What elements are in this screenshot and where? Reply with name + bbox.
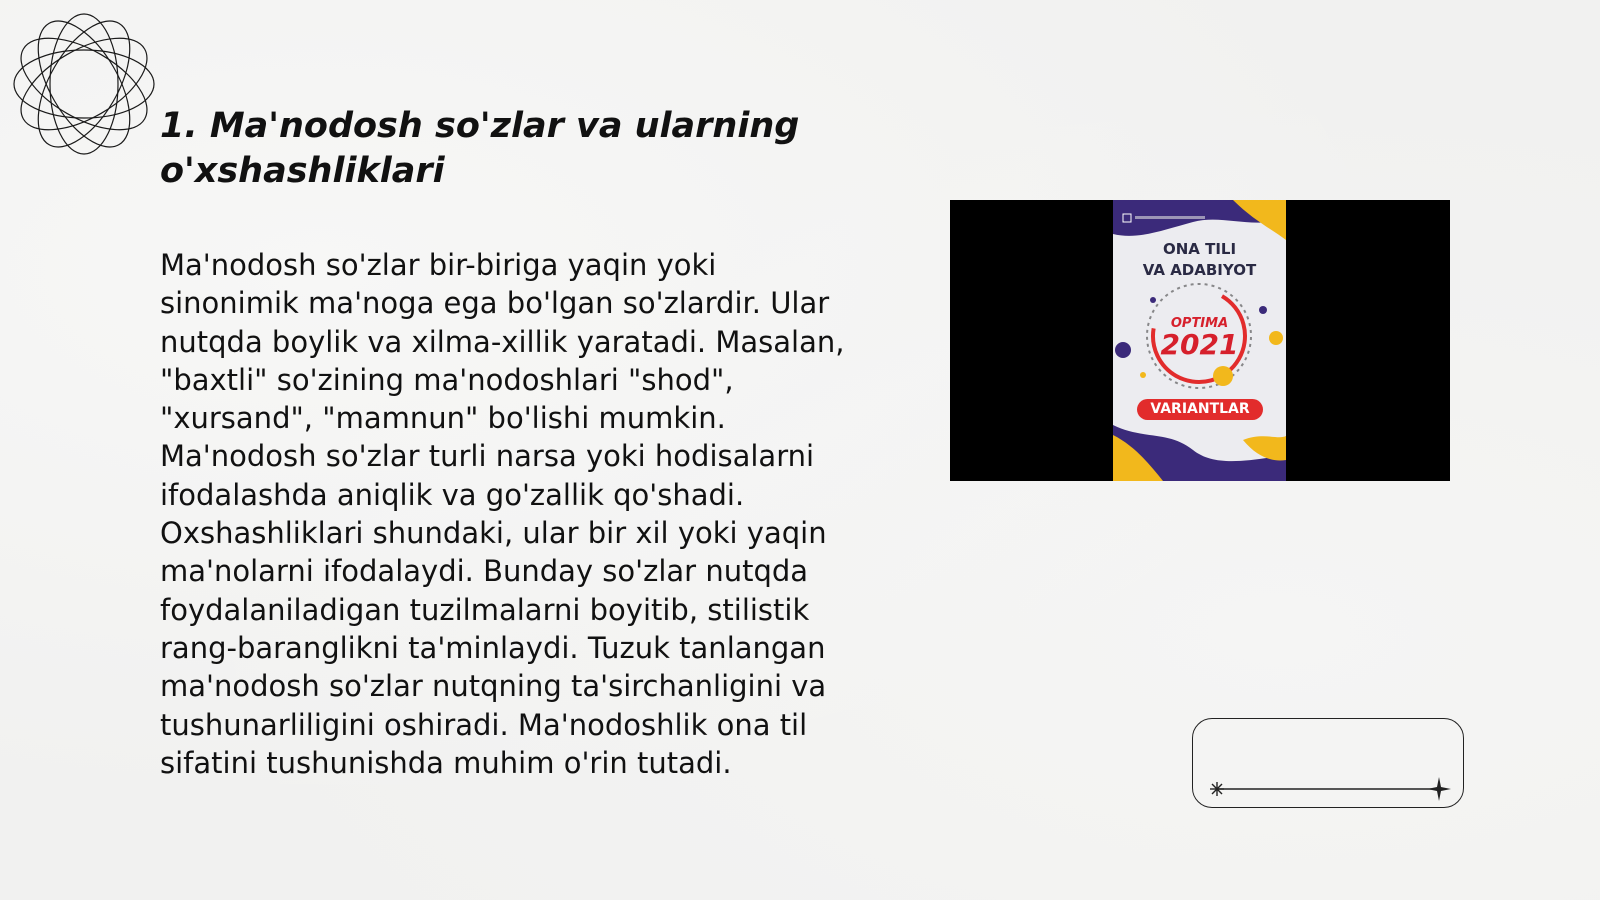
slide-body: Ma'nodosh so'zlar bir-biriga yaqin yoki sinonimik ma'noga ega bo'lgan so'zlardir. Ular nutqda boylik va xilma-xillik yaratadi. Masalan, "baxtli" so'zining ma'nodoshlari "shod", "xursand", "mamnun" bo'lishi mumkin. Ma'nodosh so'zlar turli narsa yoki hodisalarni ifodalashda aniqlik va go'zallik qo'shadi. Oxshashliklari shundaki, ular bir xil yoki yaqin ma'nolarni ifodalaydi. Bunday so'zlar nutqda foydalaniladigan tuzilmalarni boyitib, stilistik rang-baranglikni ta'minlaydi. Tuzuk tanlangan ma'nodosh so'zlar nutqning ta'sirchanligini va tushunarliligini oshiradi. Ma'nodoshlik ona til sifatini tushunishda muhim o'rin tutadi.: [160, 248, 845, 780]
book-image: [950, 200, 1450, 481]
cover-variantlar-label: VARIANTLAR: [1137, 399, 1263, 420]
decorative-box: [1192, 718, 1464, 808]
rings-icon: [10, 10, 158, 158]
cover-year: 2021: [1160, 328, 1239, 361]
cover-title-line2: VA ADABIYOT: [1142, 261, 1257, 279]
cover-brand: OPTIMA: [1170, 316, 1229, 331]
book-cover: [1113, 200, 1286, 481]
slide-title: 1. Ma'nodosh so'zlar va ularning o'xshashliklari: [160, 106, 800, 191]
sparkle-line-icon: [1193, 719, 1465, 809]
cover-title-line1: ONA TILI: [1162, 240, 1237, 258]
